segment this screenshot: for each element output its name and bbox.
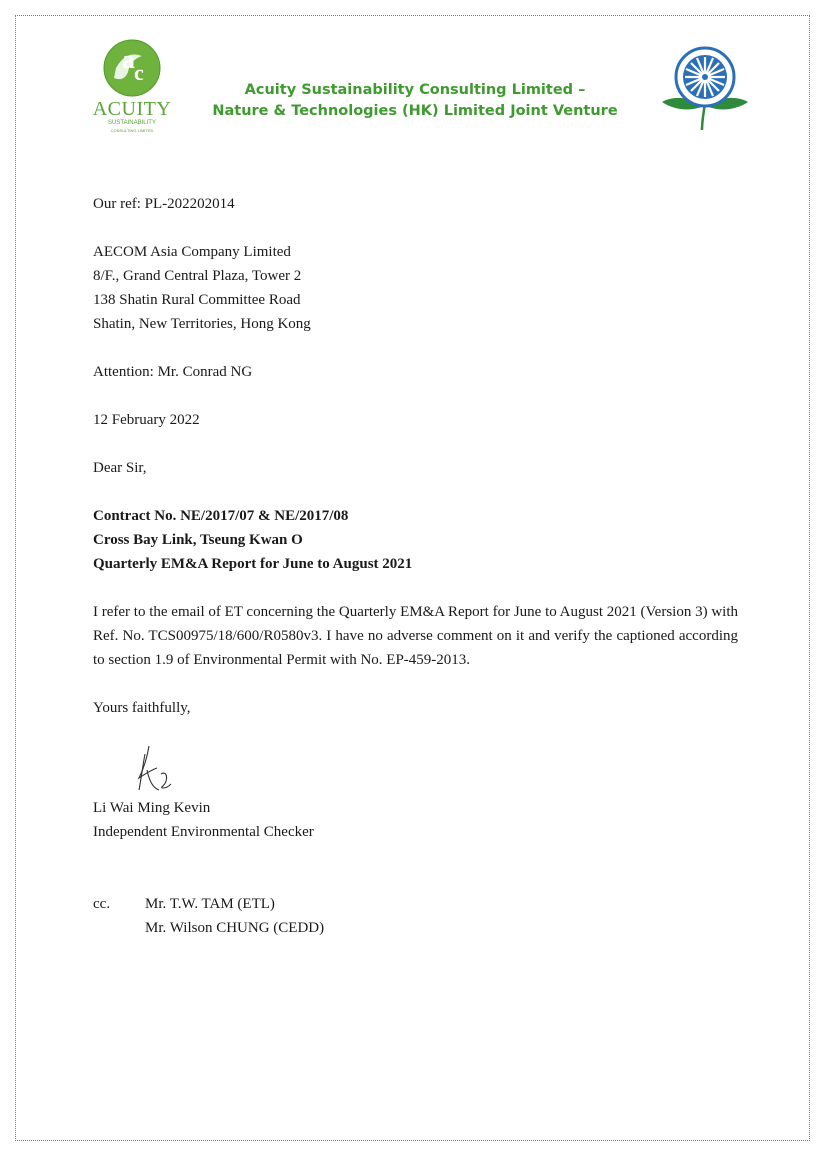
flower-logo-icon	[660, 44, 750, 132]
acuity-logo-subtitle: SUSTAINABILITY	[108, 120, 156, 126]
letter-date: 12 February 2022	[93, 412, 200, 428]
acuity-logo-text: ACUITY	[92, 98, 172, 120]
body-paragraph: I refer to the email of ET concerning the Quarterly EM&A Report for June to August 2021 (Version 3) with Ref. No. TCS00975/18/600/R0580v3. I have no adverse comment on it and verify the captioned according to section 1.9 of Environmental Permit with No. EP-459-2013.	[93, 604, 738, 668]
cc-block	[93, 892, 738, 940]
acuity-logo-icon	[86, 38, 178, 100]
cc-recipient: Mr. T.W. TAM (ETL)	[145, 896, 275, 912]
signer-name: Li Wai Ming Kevin	[93, 800, 211, 816]
company-name	[190, 80, 640, 122]
acuity-logo-subtitle-2: CONSULTING LIMITED	[110, 128, 154, 133]
reference-number: Our ref: PL-202202014	[93, 196, 235, 212]
letter-body	[93, 192, 738, 940]
subject-line: Contract No. NE/2017/07 & NE/2017/08	[93, 508, 349, 524]
closing: Yours faithfully,	[93, 700, 191, 716]
subject-line: Cross Bay Link, Tseung Kwan O	[93, 532, 303, 548]
cc-recipient: Mr. Wilson CHUNG (CEDD)	[145, 920, 325, 936]
recipient-address	[93, 240, 738, 336]
address-line: AECOM Asia Company Limited	[93, 244, 291, 260]
svg-text:c: c	[134, 60, 144, 85]
salutation: Dear Sir,	[93, 460, 147, 476]
cc-row	[93, 916, 738, 940]
cc-row	[93, 892, 738, 916]
subject-block	[93, 504, 738, 576]
attention-line: Attention: Mr. Conrad NG	[93, 364, 253, 380]
company-name-line-2: Nature & Technologies (HK) Limited Joint Venture	[212, 103, 618, 119]
handwritten-signature	[125, 740, 185, 796]
nature-technologies-logo	[660, 44, 750, 132]
address-line: 8/F., Grand Central Plaza, Tower 2	[93, 268, 302, 284]
address-line: Shatin, New Territories, Hong Kong	[93, 316, 311, 332]
letterhead	[0, 0, 829, 150]
company-name-line-1: Acuity Sustainability Consulting Limited –	[244, 82, 586, 98]
address-line: 138 Shatin Rural Committee Road	[93, 292, 301, 308]
subject-line: Quarterly EM&A Report for June to August 2021	[93, 556, 413, 572]
signer-title: Independent Environmental Checker	[93, 824, 314, 840]
cc-label: cc.	[93, 896, 111, 912]
acuity-logo	[86, 38, 178, 142]
